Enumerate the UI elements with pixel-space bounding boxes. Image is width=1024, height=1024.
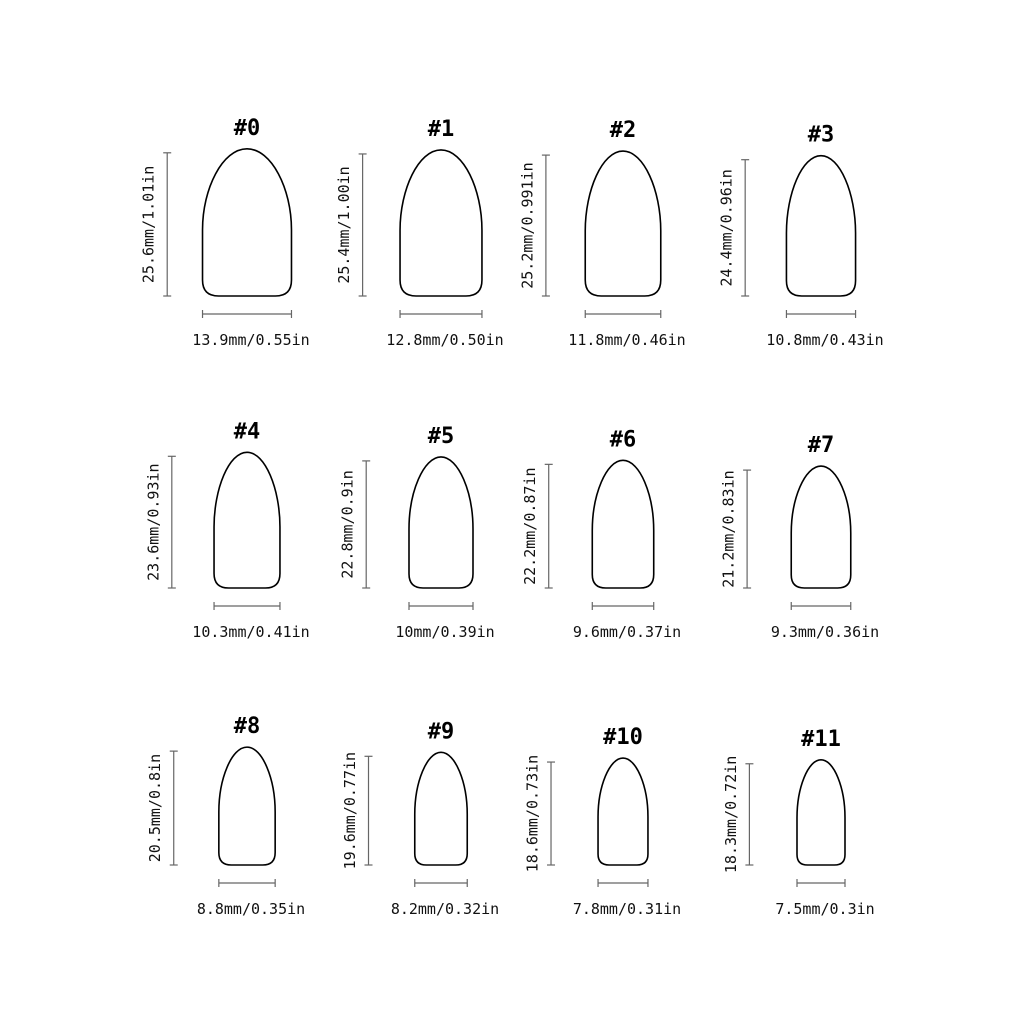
size-label: #0	[233, 115, 261, 141]
length-dimension-line	[545, 464, 553, 588]
length-label: 22.2mm/0.87in	[521, 467, 540, 585]
width-dimension-line	[400, 310, 482, 318]
width-dimension-line	[598, 879, 648, 887]
length-label: 23.6mm/0.93in	[144, 463, 163, 581]
length-dimension-line	[170, 751, 178, 865]
nail-size-2	[518, 118, 685, 349]
nail-outline	[409, 457, 473, 588]
nail-size-7	[720, 433, 880, 641]
width-label: 12.8mm/0.50in	[386, 331, 504, 349]
length-label: 25.4mm/1.00in	[335, 166, 354, 284]
width-dimension-line	[786, 310, 855, 318]
length-dimension-line	[741, 160, 749, 296]
width-dimension-line	[214, 602, 280, 610]
width-dimension-line	[409, 602, 473, 610]
nail-outline	[585, 151, 661, 296]
width-label: 7.8mm/0.31in	[572, 900, 682, 918]
length-dimension-line	[542, 155, 550, 296]
length-label: 18.6mm/0.73in	[523, 754, 542, 873]
nail-size-5	[339, 424, 495, 641]
length-dimension-line	[168, 456, 176, 588]
size-label: #10	[603, 725, 643, 751]
width-dimension-line	[203, 310, 292, 318]
nail-size-9	[341, 719, 499, 918]
length-label: 24.4mm/0.96in	[717, 169, 736, 287]
length-dimension-line	[163, 153, 171, 296]
length-label: 21.2mm/0.83in	[719, 470, 738, 588]
nail-outline	[400, 150, 482, 296]
length-dimension-line	[745, 764, 753, 865]
nail-outline	[786, 156, 855, 296]
length-label: 25.6mm/1.01in	[139, 165, 158, 284]
nail-size-3	[718, 123, 884, 349]
length-dimension-line	[365, 756, 373, 865]
width-label: 10.3mm/0.41in	[192, 623, 310, 641]
nail-outline	[219, 747, 275, 865]
width-label: 9.3mm/0.36in	[770, 623, 880, 641]
width-dimension-line	[592, 602, 653, 610]
size-label: #11	[801, 726, 841, 752]
width-label: 8.2mm/0.32in	[390, 900, 500, 918]
length-label: 18.3mm/0.72in	[721, 755, 740, 874]
width-label: 11.8mm/0.46in	[568, 331, 686, 349]
size-label: #3	[807, 122, 835, 148]
length-label: 22.8mm/0.9in	[338, 470, 357, 579]
size-label: #4	[233, 419, 261, 445]
size-label: #7	[807, 433, 835, 459]
length-label: 19.6mm/0.77in	[341, 751, 360, 870]
nail-size-8	[146, 714, 305, 918]
width-dimension-line	[585, 310, 661, 318]
length-label: 20.5mm/0.8in	[146, 753, 165, 863]
width-label: 9.6mm/0.37in	[572, 623, 682, 641]
width-dimension-line	[219, 879, 275, 887]
length-label: 25.2mm/0.991in	[518, 162, 537, 289]
width-dimension-line	[797, 879, 845, 887]
length-dimension-line	[359, 154, 367, 296]
width-label: 10.8mm/0.43in	[766, 331, 884, 349]
length-dimension-line	[362, 461, 370, 588]
nail-outline	[415, 752, 467, 865]
size-label: #6	[609, 427, 637, 453]
length-dimension-line	[743, 470, 751, 588]
nail-size-4	[144, 419, 309, 641]
nail-size-1	[335, 117, 504, 349]
nail-size-10	[524, 725, 682, 918]
width-label: 8.8mm/0.35in	[196, 900, 306, 918]
size-label: #8	[233, 714, 261, 740]
nail-size-11	[722, 727, 875, 918]
width-label: 13.9mm/0.55in	[192, 331, 310, 349]
length-dimension-line	[547, 762, 555, 865]
width-label: 7.5mm/0.3in	[775, 900, 875, 918]
size-label: #9	[427, 719, 455, 745]
size-label: #5	[427, 423, 455, 449]
width-label: 10mm/0.39in	[395, 623, 495, 641]
nail-outline	[214, 452, 280, 588]
width-dimension-line	[791, 602, 851, 610]
nail-outline	[592, 460, 653, 588]
nail-size-6	[521, 427, 681, 641]
nail-outline	[203, 149, 292, 296]
nail-outline	[791, 466, 851, 588]
nail-size-0	[140, 116, 310, 349]
size-label: #1	[427, 116, 455, 142]
nail-outline	[598, 758, 648, 865]
nail-outline	[797, 760, 845, 865]
size-label: #2	[609, 118, 637, 144]
width-dimension-line	[415, 879, 467, 887]
